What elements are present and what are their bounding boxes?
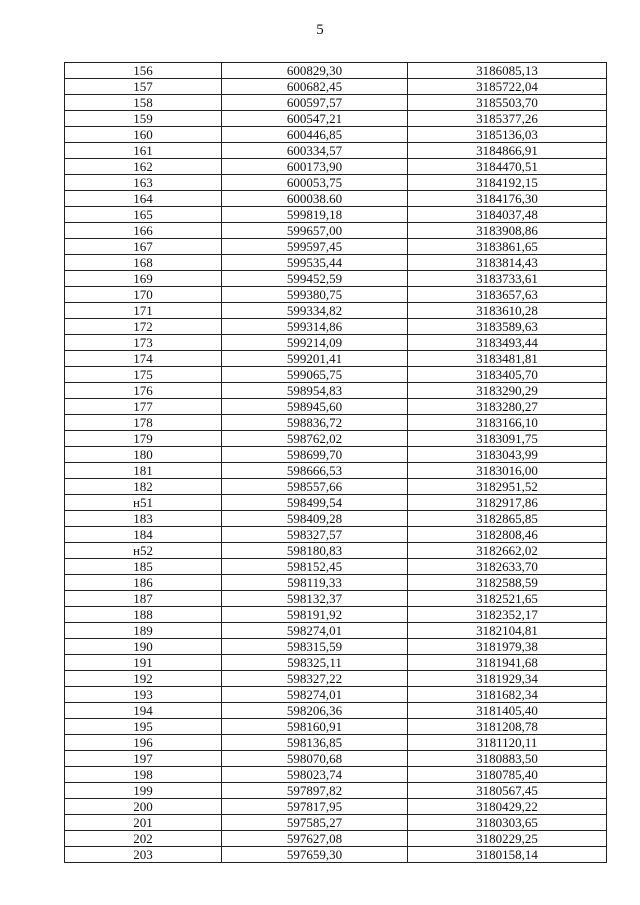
table-row bbox=[65, 703, 607, 719]
table-row bbox=[65, 79, 607, 95]
x-coordinate-cell: 599380,75 bbox=[222, 287, 408, 303]
table-row bbox=[65, 351, 607, 367]
point-number-cell: 182 bbox=[65, 479, 222, 495]
table-row bbox=[65, 127, 607, 143]
y-coordinate-cell: 3184037,48 bbox=[408, 207, 607, 223]
x-coordinate-cell: 599314,86 bbox=[222, 319, 408, 335]
table-row bbox=[65, 159, 607, 175]
table-row bbox=[65, 431, 607, 447]
x-coordinate-cell: 600173,90 bbox=[222, 159, 408, 175]
point-number-cell: 188 bbox=[65, 607, 222, 623]
y-coordinate-cell: 3182808,46 bbox=[408, 527, 607, 543]
point-number-cell: 157 bbox=[65, 79, 222, 95]
point-number-cell: 179 bbox=[65, 431, 222, 447]
y-coordinate-cell: 3183016,00 bbox=[408, 463, 607, 479]
point-number-cell: 170 bbox=[65, 287, 222, 303]
x-coordinate-cell: 598119,33 bbox=[222, 575, 408, 591]
x-coordinate-cell: 599597,45 bbox=[222, 239, 408, 255]
y-coordinate-cell: 3181941,68 bbox=[408, 655, 607, 671]
table-row bbox=[65, 335, 607, 351]
point-number-cell: н51 bbox=[65, 495, 222, 511]
table-row bbox=[65, 847, 607, 863]
table-row bbox=[65, 719, 607, 735]
y-coordinate-cell: 3180429,22 bbox=[408, 799, 607, 815]
point-number-cell: 161 bbox=[65, 143, 222, 159]
y-coordinate-cell: 3180567,45 bbox=[408, 783, 607, 799]
table-row bbox=[65, 239, 607, 255]
x-coordinate-cell: 599535,44 bbox=[222, 255, 408, 271]
x-coordinate-cell: 598206,36 bbox=[222, 703, 408, 719]
point-number-cell: 169 bbox=[65, 271, 222, 287]
x-coordinate-cell: 600334,57 bbox=[222, 143, 408, 159]
point-number-cell: 163 bbox=[65, 175, 222, 191]
table-row bbox=[65, 191, 607, 207]
table-row bbox=[65, 143, 607, 159]
y-coordinate-cell: 3185377,26 bbox=[408, 111, 607, 127]
x-coordinate-cell: 598136,85 bbox=[222, 735, 408, 751]
x-coordinate-cell: 598762,02 bbox=[222, 431, 408, 447]
y-coordinate-cell: 3181979,38 bbox=[408, 639, 607, 655]
table-row bbox=[65, 399, 607, 415]
y-coordinate-cell: 3182865,85 bbox=[408, 511, 607, 527]
y-coordinate-cell: 3183405,70 bbox=[408, 367, 607, 383]
table-row bbox=[65, 495, 607, 511]
x-coordinate-cell: 599657,00 bbox=[222, 223, 408, 239]
table-row bbox=[65, 815, 607, 831]
table-row bbox=[65, 447, 607, 463]
point-number-cell: 196 bbox=[65, 735, 222, 751]
y-coordinate-cell: 3183610,28 bbox=[408, 303, 607, 319]
x-coordinate-cell: 598327,57 bbox=[222, 527, 408, 543]
table-row bbox=[65, 383, 607, 399]
point-number-cell: 165 bbox=[65, 207, 222, 223]
y-coordinate-cell: 3183861,65 bbox=[408, 239, 607, 255]
point-number-cell: н52 bbox=[65, 543, 222, 559]
table-row bbox=[65, 687, 607, 703]
table-row bbox=[65, 287, 607, 303]
x-coordinate-cell: 598945,60 bbox=[222, 399, 408, 415]
y-coordinate-cell: 3183908,86 bbox=[408, 223, 607, 239]
coordinates-table bbox=[64, 62, 607, 863]
x-coordinate-cell: 600446,85 bbox=[222, 127, 408, 143]
y-coordinate-cell: 3183280,27 bbox=[408, 399, 607, 415]
y-coordinate-cell: 3183481,81 bbox=[408, 351, 607, 367]
x-coordinate-cell: 598160,91 bbox=[222, 719, 408, 735]
point-number-cell: 194 bbox=[65, 703, 222, 719]
point-number-cell: 178 bbox=[65, 415, 222, 431]
point-number-cell: 185 bbox=[65, 559, 222, 575]
x-coordinate-cell: 597627,08 bbox=[222, 831, 408, 847]
y-coordinate-cell: 3181405,40 bbox=[408, 703, 607, 719]
point-number-cell: 166 bbox=[65, 223, 222, 239]
point-number-cell: 172 bbox=[65, 319, 222, 335]
y-coordinate-cell: 3181120,11 bbox=[408, 735, 607, 751]
y-coordinate-cell: 3181929,34 bbox=[408, 671, 607, 687]
x-coordinate-cell: 598191,92 bbox=[222, 607, 408, 623]
y-coordinate-cell: 3180785,40 bbox=[408, 767, 607, 783]
point-number-cell: 164 bbox=[65, 191, 222, 207]
x-coordinate-cell: 598699,70 bbox=[222, 447, 408, 463]
y-coordinate-cell: 3181208,78 bbox=[408, 719, 607, 735]
x-coordinate-cell: 598557,66 bbox=[222, 479, 408, 495]
y-coordinate-cell: 3182633,70 bbox=[408, 559, 607, 575]
y-coordinate-cell: 3180303,65 bbox=[408, 815, 607, 831]
point-number-cell: 199 bbox=[65, 783, 222, 799]
point-number-cell: 171 bbox=[65, 303, 222, 319]
y-coordinate-cell: 3185136,03 bbox=[408, 127, 607, 143]
table-row bbox=[65, 111, 607, 127]
x-coordinate-cell: 599819,18 bbox=[222, 207, 408, 223]
table-row bbox=[65, 607, 607, 623]
point-number-cell: 158 bbox=[65, 95, 222, 111]
y-coordinate-cell: 3183589,63 bbox=[408, 319, 607, 335]
table-row bbox=[65, 63, 607, 79]
table-row bbox=[65, 303, 607, 319]
table-row bbox=[65, 207, 607, 223]
y-coordinate-cell: 3184470,51 bbox=[408, 159, 607, 175]
table-row bbox=[65, 767, 607, 783]
y-coordinate-cell: 3180229,25 bbox=[408, 831, 607, 847]
table-row bbox=[65, 751, 607, 767]
point-number-cell: 167 bbox=[65, 239, 222, 255]
coordinates-table-body bbox=[65, 63, 607, 863]
table-row bbox=[65, 735, 607, 751]
table-row bbox=[65, 223, 607, 239]
x-coordinate-cell: 597585,27 bbox=[222, 815, 408, 831]
point-number-cell: 184 bbox=[65, 527, 222, 543]
table-row bbox=[65, 415, 607, 431]
x-coordinate-cell: 598315,59 bbox=[222, 639, 408, 655]
point-number-cell: 202 bbox=[65, 831, 222, 847]
x-coordinate-cell: 598499,54 bbox=[222, 495, 408, 511]
point-number-cell: 168 bbox=[65, 255, 222, 271]
point-number-cell: 173 bbox=[65, 335, 222, 351]
point-number-cell: 181 bbox=[65, 463, 222, 479]
table-row bbox=[65, 799, 607, 815]
y-coordinate-cell: 3183733,61 bbox=[408, 271, 607, 287]
y-coordinate-cell: 3183657,63 bbox=[408, 287, 607, 303]
page-number: 5 bbox=[316, 22, 324, 38]
table-row bbox=[65, 591, 607, 607]
point-number-cell: 176 bbox=[65, 383, 222, 399]
y-coordinate-cell: 3183091,75 bbox=[408, 431, 607, 447]
table-row bbox=[65, 255, 607, 271]
table-row bbox=[65, 671, 607, 687]
point-number-cell: 190 bbox=[65, 639, 222, 655]
y-coordinate-cell: 3182662,02 bbox=[408, 543, 607, 559]
y-coordinate-cell: 3182104,81 bbox=[408, 623, 607, 639]
x-coordinate-cell: 598180,83 bbox=[222, 543, 408, 559]
point-number-cell: 195 bbox=[65, 719, 222, 735]
point-number-cell: 201 bbox=[65, 815, 222, 831]
y-coordinate-cell: 3184192,15 bbox=[408, 175, 607, 191]
table-row bbox=[65, 559, 607, 575]
point-number-cell: 193 bbox=[65, 687, 222, 703]
point-number-cell: 177 bbox=[65, 399, 222, 415]
x-coordinate-cell: 599201,41 bbox=[222, 351, 408, 367]
x-coordinate-cell: 600547,21 bbox=[222, 111, 408, 127]
point-number-cell: 180 bbox=[65, 447, 222, 463]
table-row bbox=[65, 367, 607, 383]
table-row bbox=[65, 575, 607, 591]
x-coordinate-cell: 598836,72 bbox=[222, 415, 408, 431]
y-coordinate-cell: 3181682,34 bbox=[408, 687, 607, 703]
point-number-cell: 159 bbox=[65, 111, 222, 127]
point-number-cell: 183 bbox=[65, 511, 222, 527]
table-row bbox=[65, 511, 607, 527]
point-number-cell: 191 bbox=[65, 655, 222, 671]
point-number-cell: 187 bbox=[65, 591, 222, 607]
x-coordinate-cell: 597659,30 bbox=[222, 847, 408, 863]
x-coordinate-cell: 597817,95 bbox=[222, 799, 408, 815]
table-row bbox=[65, 783, 607, 799]
x-coordinate-cell: 598327,22 bbox=[222, 671, 408, 687]
point-number-cell: 156 bbox=[65, 63, 222, 79]
point-number-cell: 197 bbox=[65, 751, 222, 767]
table-row bbox=[65, 527, 607, 543]
x-coordinate-cell: 600597,57 bbox=[222, 95, 408, 111]
table-row bbox=[65, 271, 607, 287]
table-row bbox=[65, 655, 607, 671]
y-coordinate-cell: 3180158,14 bbox=[408, 847, 607, 863]
x-coordinate-cell: 598070,68 bbox=[222, 751, 408, 767]
x-coordinate-cell: 599214,09 bbox=[222, 335, 408, 351]
point-number-cell: 175 bbox=[65, 367, 222, 383]
x-coordinate-cell: 600682,45 bbox=[222, 79, 408, 95]
y-coordinate-cell: 3185503,70 bbox=[408, 95, 607, 111]
point-number-cell: 174 bbox=[65, 351, 222, 367]
x-coordinate-cell: 598325,11 bbox=[222, 655, 408, 671]
x-coordinate-cell: 600038.60 bbox=[222, 191, 408, 207]
table-row bbox=[65, 319, 607, 335]
table-row bbox=[65, 639, 607, 655]
x-coordinate-cell: 598274,01 bbox=[222, 687, 408, 703]
point-number-cell: 198 bbox=[65, 767, 222, 783]
y-coordinate-cell: 3182352,17 bbox=[408, 607, 607, 623]
y-coordinate-cell: 3186085,13 bbox=[408, 63, 607, 79]
table-row bbox=[65, 175, 607, 191]
y-coordinate-cell: 3183814,43 bbox=[408, 255, 607, 271]
x-coordinate-cell: 598152,45 bbox=[222, 559, 408, 575]
table-row bbox=[65, 623, 607, 639]
x-coordinate-cell: 597897,82 bbox=[222, 783, 408, 799]
x-coordinate-cell: 600053,75 bbox=[222, 175, 408, 191]
table-row bbox=[65, 463, 607, 479]
x-coordinate-cell: 600829,30 bbox=[222, 63, 408, 79]
y-coordinate-cell: 3182588,59 bbox=[408, 575, 607, 591]
x-coordinate-cell: 598409,28 bbox=[222, 511, 408, 527]
x-coordinate-cell: 598132,37 bbox=[222, 591, 408, 607]
table-row bbox=[65, 543, 607, 559]
y-coordinate-cell: 3182917,86 bbox=[408, 495, 607, 511]
table-row bbox=[65, 479, 607, 495]
table-row bbox=[65, 95, 607, 111]
y-coordinate-cell: 3183043,99 bbox=[408, 447, 607, 463]
y-coordinate-cell: 3182951,52 bbox=[408, 479, 607, 495]
x-coordinate-cell: 599452,59 bbox=[222, 271, 408, 287]
point-number-cell: 192 bbox=[65, 671, 222, 687]
point-number-cell: 203 bbox=[65, 847, 222, 863]
point-number-cell: 186 bbox=[65, 575, 222, 591]
y-coordinate-cell: 3183166,10 bbox=[408, 415, 607, 431]
y-coordinate-cell: 3184866,91 bbox=[408, 143, 607, 159]
y-coordinate-cell: 3184176,30 bbox=[408, 191, 607, 207]
point-number-cell: 160 bbox=[65, 127, 222, 143]
x-coordinate-cell: 598954,83 bbox=[222, 383, 408, 399]
y-coordinate-cell: 3183493,44 bbox=[408, 335, 607, 351]
x-coordinate-cell: 598023,74 bbox=[222, 767, 408, 783]
table-row bbox=[65, 831, 607, 847]
y-coordinate-cell: 3182521,65 bbox=[408, 591, 607, 607]
x-coordinate-cell: 598274,01 bbox=[222, 623, 408, 639]
y-coordinate-cell: 3183290,29 bbox=[408, 383, 607, 399]
point-number-cell: 200 bbox=[65, 799, 222, 815]
point-number-cell: 162 bbox=[65, 159, 222, 175]
y-coordinate-cell: 3185722,04 bbox=[408, 79, 607, 95]
x-coordinate-cell: 599065,75 bbox=[222, 367, 408, 383]
x-coordinate-cell: 599334,82 bbox=[222, 303, 408, 319]
point-number-cell: 189 bbox=[65, 623, 222, 639]
y-coordinate-cell: 3180883,50 bbox=[408, 751, 607, 767]
x-coordinate-cell: 598666,53 bbox=[222, 463, 408, 479]
